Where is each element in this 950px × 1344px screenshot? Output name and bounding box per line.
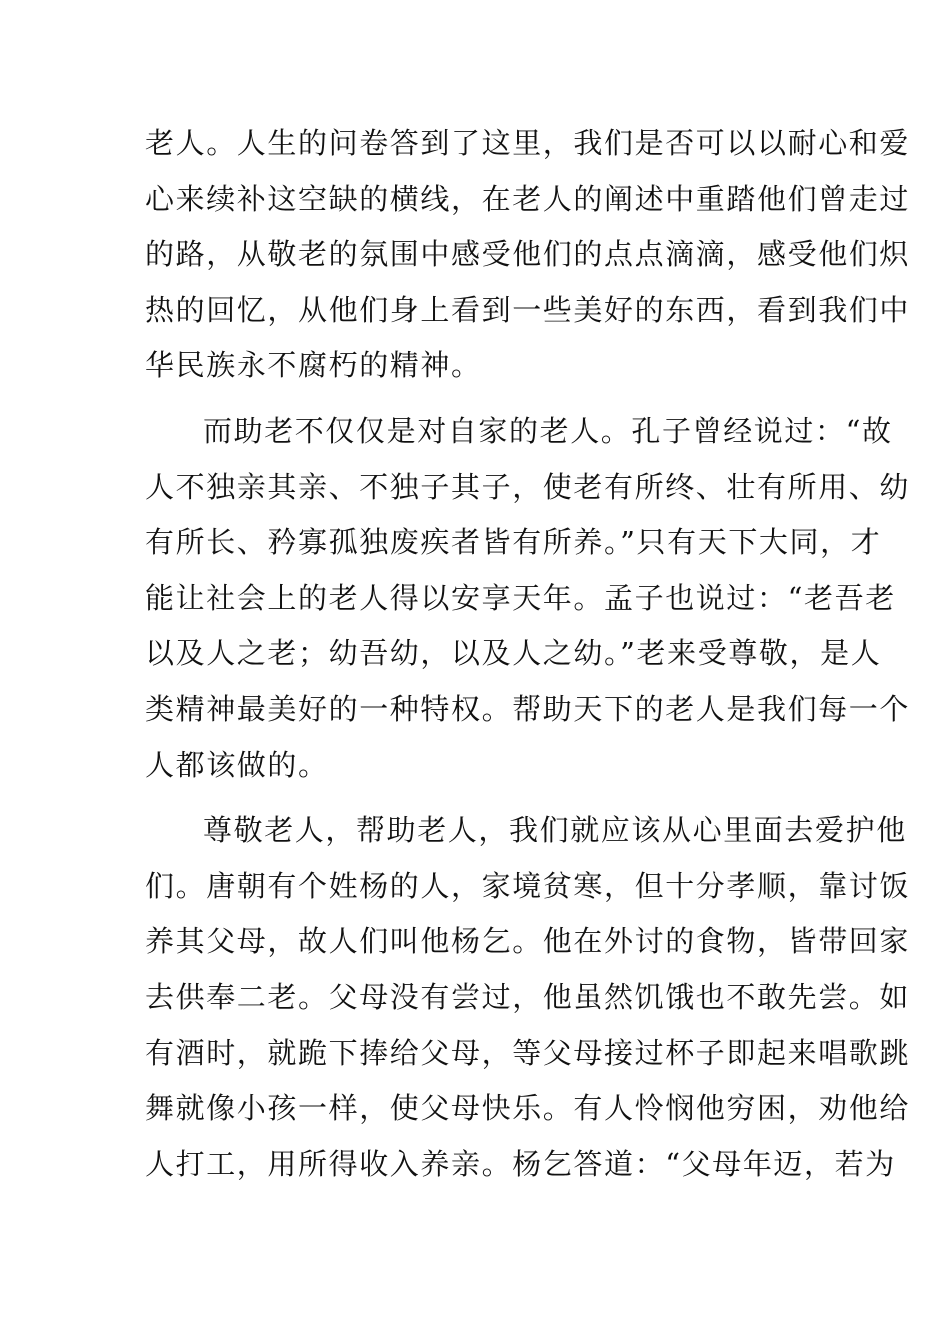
text-line: 有酒时，就跪下捧给父母，等父母接过杯子即起来唱歌跳 — [145, 1035, 911, 1070]
text-line: 养其父母，故人们叫他杨乞。他在外讨的食物，皆带回家 — [145, 924, 911, 959]
paragraph-3 — [145, 803, 911, 1192]
document-body — [145, 116, 911, 1202]
text-line: 们。唐朝有个姓杨的人，家境贫寒，但十分孝顺，靠讨饭 — [145, 868, 911, 903]
text-line: 尊敬老人，帮助老人，我们就应该从心里面去爱护他 — [203, 813, 907, 848]
paragraph-2 — [145, 404, 911, 793]
text-line: 类精神最美好的一种特权。帮助天下的老人是我们每一个 — [145, 691, 911, 726]
text-line: 人不独亲其亲、不独子其子，使老有所终、壮有所用、幼 — [145, 469, 911, 504]
text-line: 人都该做的。 — [145, 747, 329, 782]
text-line: 有所长、矜寡孤独废疾者皆有所养。”只有天下大同，才 — [145, 525, 882, 560]
text-line: 老人。人生的问卷答到了这里，我们是否可以以耐心和爱 — [145, 126, 911, 160]
text-line: 心来续补这空缺的横线，在老人的阐述中重踏他们曾走过 — [145, 181, 911, 216]
paragraph-1 — [145, 116, 911, 394]
text-line: 人打工，用所得收入养亲。杨乞答道：“父母年迈，若为 — [145, 1146, 896, 1181]
text-line: 去供奉二老。父母没有尝过，他虽然饥饿也不敢先尝。如 — [145, 979, 911, 1014]
text-line: 华民族永不腐朽的精神。 — [145, 348, 482, 383]
text-line: 而助老不仅仅是对自家的老人。孔子曾经说过：“故 — [203, 413, 893, 448]
text-line: 热的回忆，从他们身上看到一些美好的东西，看到我们中 — [145, 292, 911, 327]
text-line: 的路，从敬老的氛围中感受他们的点点滴滴，感受他们炽 — [145, 237, 911, 272]
text-line: 能让社会上的老人得以安享天年。孟子也说过：“老吾老 — [145, 580, 896, 615]
text-line: 舞就像小孩一样，使父母快乐。有人怜悯他穷困，劝他给 — [145, 1091, 911, 1126]
text-line: 以及人之老；幼吾幼，以及人之幼。”老来受尊敬，是人 — [145, 636, 882, 671]
